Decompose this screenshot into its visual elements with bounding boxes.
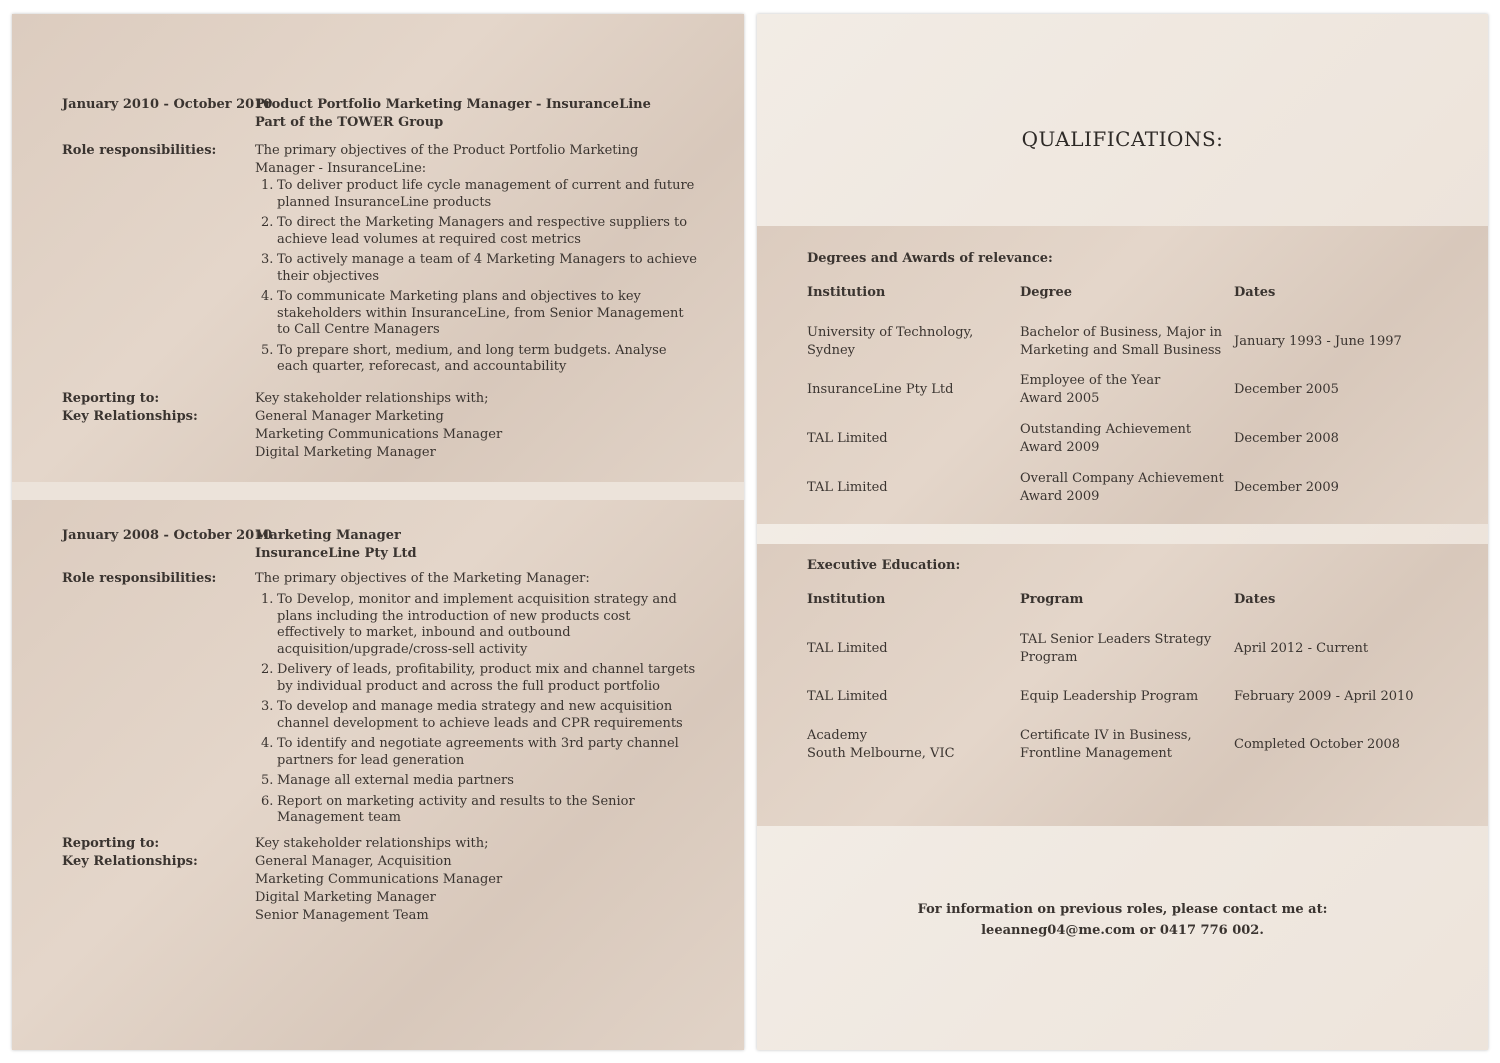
role-1-relationship: General Manager Marketing [255,409,444,424]
table-cell: University of Technology, Sydney [807,325,974,358]
table-cell: April 2012 - Current [1234,641,1369,656]
table-cell: February 2009 - April 2010 [1234,689,1414,704]
table-cell: TAL Limited [807,689,888,704]
table-cell: TAL Limited [807,431,888,446]
role-2-responsibilities [255,592,700,831]
list-item: 5. To prepare short, medium, and long term budgets. Analyse each quarter, reforecast, and accountability [261,342,667,374]
contact-info [757,899,1488,941]
role-1-title: Product Portfolio Marketing Manager - InsuranceLine [255,97,651,112]
table-cell: Academy South Melbourne, VIC [807,728,955,761]
column-header: Program [1020,592,1084,607]
table-cell: TAL Senior Leaders Strategy Program [1020,632,1212,665]
list-item: 5. Manage all external media partners [261,773,514,788]
role-2-key-label: Key Relationships: [62,854,198,869]
role-2-relationship: Key stakeholder relationships with; [255,836,489,851]
table-cell: TAL Limited [807,480,888,495]
contact-line: For information on previous roles, please contact me at: [917,902,1328,917]
list-item: 2. Delivery of leads, profitability, product mix and channel targets by individual product and across the full product portfolio [261,662,696,694]
role-1-reporting-label: Reporting to: [62,391,160,406]
table-cell: January 1993 - June 1997 [1234,334,1402,349]
table-cell: December 2005 [1234,382,1339,397]
role-2-relationship: Digital Marketing Manager [255,890,436,905]
role-1-subtitle: Part of the TOWER Group [255,115,444,130]
list-item: 3. To develop and manage media strategy and new acquisition channel development to achieve leads and CPR requirements [261,699,683,731]
role-1-key-label: Key Relationships: [62,409,198,424]
role-1-relationship: Digital Marketing Manager [255,445,436,460]
role-1-relationship: Key stakeholder relationships with; [255,391,489,406]
role-2-reporting-label: Reporting to: [62,836,160,851]
table-cell: Outstanding Achievement Award 2009 [1020,422,1192,455]
list-item: 3. To actively manage a team of 4 Marketing Managers to achieve their objectives [261,252,697,284]
table-cell: Employee of the Year Award 2005 [1020,373,1161,406]
panel-divider [12,482,744,500]
role-1-dates: January 2010 - October 2010 [62,97,273,112]
table-cell: Overall Company Achievement Award 2009 [1020,471,1224,504]
table-cell: Bachelor of Business, Major in Marketing and Small Business [1020,325,1222,358]
panel-divider [757,524,1488,544]
table-cell: Completed October 2008 [1234,737,1401,752]
column-header: Institution [807,285,886,300]
column-header: Institution [807,592,886,607]
list-item: 4. To identify and negotiate agreements with 3rd party channel partners for lead generation [261,736,679,768]
role-2-relationship: Marketing Communications Manager [255,872,503,887]
table-cell: December 2008 [1234,431,1339,446]
title-area [757,14,1488,226]
column-header: Degree [1020,285,1073,300]
list-item: 6. Report on marketing activity and results to the Senior Management team [261,793,635,825]
left-page [12,14,744,1050]
table-cell: Equip Leadership Program [1020,689,1199,704]
table-cell: Certificate IV in Business, Frontline Management [1020,728,1192,761]
role-2-resp-label: Role responsibilities: [62,571,217,586]
role-2-title: Marketing Manager [255,528,401,543]
role-1-relationship: Marketing Communications Manager [255,427,503,442]
role-2-intro: The primary objectives of the Marketing Manager: [255,571,590,586]
role-1-resp-label: Role responsibilities: [62,143,217,158]
executive-heading: Executive Education: [807,558,961,573]
executive-panel [757,544,1488,826]
role-2-subtitle: InsuranceLine Pty Ltd [255,546,417,561]
table-cell: InsuranceLine Pty Ltd [807,382,954,397]
page-title: QUALIFICATIONS: [1021,127,1224,151]
right-page [757,14,1488,1050]
contact-line: leeanneg04@me.com or 0417 776 002. [981,923,1264,938]
column-header: Dates [1234,285,1276,300]
role-1-responsibilities [255,178,700,380]
column-header: Dates [1234,592,1276,607]
list-item: 2. To direct the Marketing Managers and respective suppliers to achieve lead volumes at required cost metrics [261,215,688,247]
list-item: 4. To communicate Marketing plans and objectives to key stakeholders within InsuranceLine, from Senior Management to Call Centre Managers [261,289,684,337]
list-item: 1. To Develop, monitor and implement acquisition strategy and plans including the introduction of new products cost effectively to market, inbound and outbound acquisition/upgrade/cross-sell activity [261,592,677,657]
role-2-relationship: General Manager, Acquisition [255,854,452,869]
degrees-heading: Degrees and Awards of relevance: [807,251,1053,266]
list-item: 1. To deliver product life cycle management of current and future planned InsuranceLine products [261,178,695,210]
role-2-dates: January 2008 - October 2010 [62,528,273,543]
table-cell: TAL Limited [807,641,888,656]
role-2-relationship: Senior Management Team [255,908,429,923]
role-1-intro: The primary objectives of the Product Portfolio Marketing Manager - InsuranceLine: [255,143,639,176]
table-cell: December 2009 [1234,480,1339,495]
